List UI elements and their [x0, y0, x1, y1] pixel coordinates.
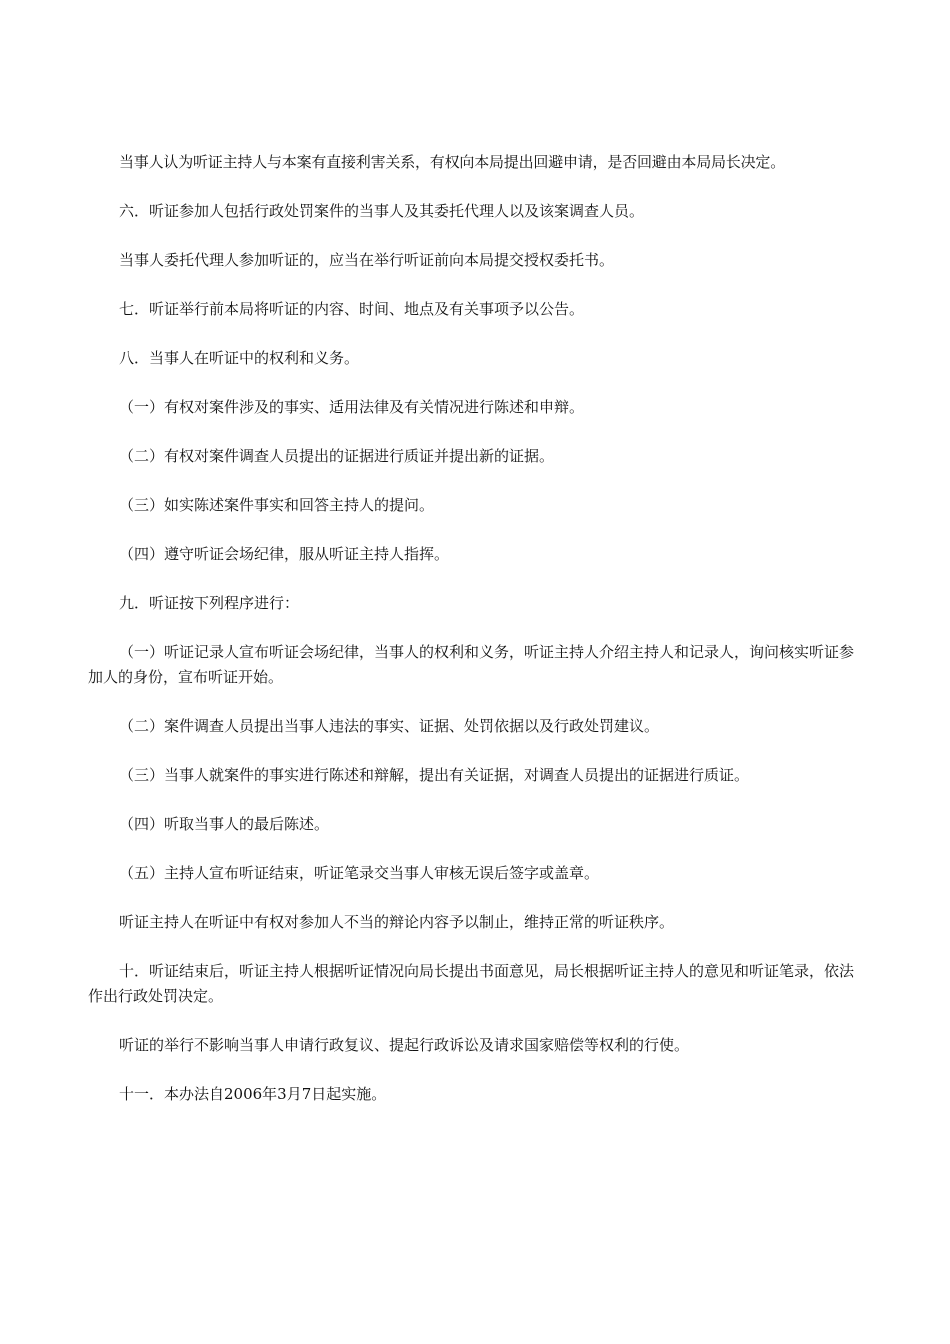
paragraph-procedure-3: （三）当事人就案件的事实进行陈述和辩解，提出有关证据，对调查人员提出的证据进行质证。 — [119, 766, 750, 784]
paragraph-right-4: （四）遵守听证会场纪律，服从听证主持人指挥。 — [119, 545, 450, 563]
paragraph-article-11: 十一．本办法自2006年3月7日起实施。 — [119, 1085, 387, 1103]
paragraph-article-9: 九．听证按下列程序进行： — [119, 594, 300, 612]
paragraph-article-8: 八．当事人在听证中的权利和义务。 — [119, 349, 360, 367]
paragraph-article-7: 七．听证举行前本局将听证的内容、时间、地点及有关事项予以公告。 — [119, 300, 585, 318]
paragraph-right-1: （一）有权对案件涉及的事实、适用法律及有关情况进行陈述和申辩。 — [119, 398, 585, 416]
paragraph-procedure-5: （五）主持人宣布听证结束，听证笔录交当事人审核无误后签字或盖章。 — [119, 864, 600, 882]
paragraph-order: 听证主持人在听证中有权对参加人不当的辩论内容予以制止，维持正常的听证秩序。 — [119, 913, 675, 931]
paragraph-proxy: 当事人委托代理人参加听证的，应当在举行听证前向本局提交授权委托书。 — [119, 251, 615, 269]
paragraph-article-6: 六．听证参加人包括行政处罚案件的当事人及其委托代理人以及该案调查人员。 — [119, 202, 645, 220]
paragraph-procedure-1: （一）听证记录人宣布听证会场纪律，当事人的权利和义务，听证主持人介绍主持人和记录人，询问核实听证参加人的身份，宣布听证开始。 — [88, 643, 855, 686]
document-body — [88, 150, 863, 1131]
paragraph-article-10: 十．听证结束后，听证主持人根据听证情况向局长提出书面意见，局长根据听证主持人的意见和听证笔录，依法作出行政处罚决定。 — [88, 962, 855, 1005]
paragraph-rights-unaffected: 听证的举行不影响当事人申请行政复议、提起行政诉讼及请求国家赔偿等权利的行使。 — [119, 1036, 690, 1054]
paragraph-recusal: 当事人认为听证主持人与本案有直接利害关系，有权向本局提出回避申请，是否回避由本局局长决定。 — [119, 153, 786, 171]
paragraph-right-2: （二）有权对案件调查人员提出的证据进行质证并提出新的证据。 — [119, 447, 555, 465]
paragraph-right-3: （三）如实陈述案件事实和回答主持人的提问。 — [119, 496, 435, 514]
paragraph-procedure-4: （四）听取当事人的最后陈述。 — [119, 815, 330, 833]
paragraph-procedure-2: （二）案件调查人员提出当事人违法的事实、证据、处罚依据以及行政处罚建议。 — [119, 717, 660, 735]
